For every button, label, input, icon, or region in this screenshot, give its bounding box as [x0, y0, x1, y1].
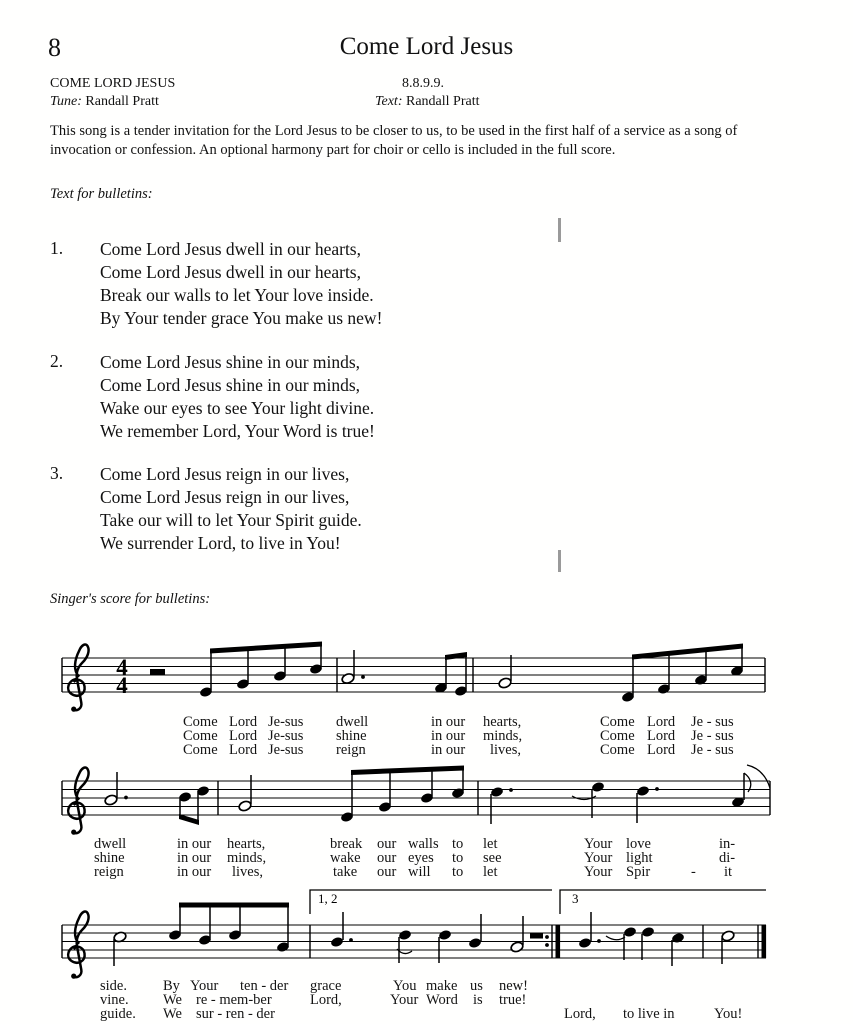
lyric: Your [390, 992, 419, 1008]
lyric: shine [336, 728, 367, 744]
lyric: sur - ren - der [196, 1006, 275, 1022]
lyric: dwell [94, 836, 127, 852]
lyric: Word [426, 992, 458, 1008]
time-signature-bottom: 4 [116, 673, 128, 698]
lyric: Come [183, 742, 218, 758]
lyric: Lord [647, 742, 676, 758]
text-credit [375, 94, 479, 110]
tie [606, 936, 625, 940]
lyric: Come [600, 714, 635, 730]
verse-line: Come Lord Jesus dwell in our hearts, [100, 239, 361, 259]
lyric: vine. [100, 992, 129, 1008]
verse-line: Come Lord Jesus shine in our minds, [100, 375, 361, 395]
verse-lines [100, 463, 362, 555]
lyric: see [483, 850, 502, 866]
lyric: You! [714, 1006, 743, 1022]
verse-line: Come Lord Jesus reign in our lives, [100, 464, 350, 484]
tune-composer: Randall Pratt [85, 94, 159, 109]
lyric: make [426, 978, 458, 994]
notes-system-2 [104, 765, 770, 825]
verse-line: We remember Lord, Your Word is true! [100, 421, 375, 441]
tune-name: COME LORD JESUS [50, 76, 176, 91]
lyric: in our [177, 850, 212, 866]
lyric: take [333, 864, 358, 880]
volta-1-label: 1, 2 [318, 891, 338, 906]
lyric: let [483, 836, 498, 852]
lyric: ten - der [240, 978, 289, 994]
verse-lines [100, 351, 375, 443]
half-rest [530, 934, 543, 939]
page-title: Come Lord Jesus [339, 33, 514, 60]
lyric: in our [431, 728, 466, 744]
lyric: side. [100, 978, 127, 994]
lyric: We [163, 992, 182, 1008]
verse-number: 1. [50, 238, 64, 258]
lyric: Lord, [564, 1006, 596, 1022]
lyric: - [691, 864, 696, 880]
verse-line: We surrender Lord, to live in You! [100, 533, 341, 553]
treble-clef-icon [68, 644, 88, 711]
lyric: wake [330, 850, 361, 866]
verse-line: Take our will to let Your Spirit guide. [100, 510, 362, 530]
lyric: is [473, 992, 483, 1008]
verse-line: Break our walls to let Your love inside. [100, 285, 374, 305]
lyric: love [626, 836, 651, 852]
text-author: Randall Pratt [405, 94, 480, 109]
lyric: Lord [229, 742, 258, 758]
verse-number: 3. [50, 463, 64, 483]
lyric: will [408, 864, 431, 880]
lyric: to live in [623, 1006, 675, 1022]
hymn-number: 8 [48, 33, 61, 62]
music-system-2 [50, 756, 780, 836]
lyric: Lord [229, 728, 258, 744]
time-signature-top: 4 [116, 655, 128, 680]
lyric: reign [94, 864, 124, 880]
lyric: lives, [490, 742, 522, 758]
staff-lines [62, 925, 766, 958]
lyric: reign [336, 742, 366, 758]
lyric: Your [584, 850, 613, 866]
lyric: minds, [483, 728, 523, 744]
singer-score-label: Singer's score for bulletins: [50, 591, 211, 607]
lyric: break [330, 836, 363, 852]
repeat-thick-bar [556, 925, 561, 958]
lyric: to [452, 850, 464, 866]
lyric: walls [408, 836, 439, 852]
lyric: Come [600, 728, 635, 744]
volta-1-bracket [310, 890, 552, 914]
lyric: di- [719, 850, 736, 866]
tune-label: Tune: [50, 94, 82, 109]
lyric: let [483, 864, 498, 880]
lyric: Your [584, 836, 613, 852]
bulletin-text-label: Text for bulletins: [50, 186, 153, 202]
music-system-3 [50, 884, 780, 979]
lyric: Lord [229, 714, 258, 730]
text-label: Text: [375, 94, 403, 109]
lyric: We [163, 1006, 182, 1022]
scan-mark [558, 550, 561, 572]
description: This song is a tender invitation for the Lord Jesus to be closer to us, to be used in the first half of a service as a song of invocation or confession. An optional harmony part for choir or cello is included in the full score. [50, 123, 738, 158]
lyric: eyes [408, 850, 434, 866]
lyric: hearts, [483, 714, 522, 730]
lyric: our [377, 836, 397, 852]
treble-clef-icon [68, 911, 88, 978]
lyric: Je-sus [268, 728, 304, 744]
time-signature [116, 655, 128, 698]
lyric: grace [310, 978, 342, 994]
lyric: true! [499, 992, 527, 1008]
lyric: Spir [626, 864, 651, 880]
lyric: Lord [647, 714, 676, 730]
lyric: light [626, 850, 653, 866]
lyric: new! [499, 978, 528, 994]
lyric: in our [177, 836, 212, 852]
volta-brackets [310, 890, 766, 914]
lyric: Je - sus [691, 728, 734, 744]
lyric: to [452, 864, 464, 880]
lyric: Je - sus [691, 742, 734, 758]
lyric: re - mem-ber [196, 992, 272, 1008]
meter: 8.8.9.9. [402, 76, 444, 91]
music-system-1 [50, 630, 780, 725]
lyric: shine [94, 850, 125, 866]
lyric: Lord, [310, 992, 342, 1008]
lyric: lives, [232, 864, 264, 880]
lyric: to [452, 836, 464, 852]
lyric: You [393, 978, 417, 994]
lyric: Come [183, 714, 218, 730]
verse-line: Come Lord Jesus reign in our lives, [100, 487, 350, 507]
lyric: guide. [100, 1006, 136, 1022]
tune-credit [50, 94, 159, 110]
volta-2-bracket [560, 890, 766, 914]
lyric: it [724, 864, 733, 880]
verse-lines [100, 238, 382, 330]
lyric: Je - sus [691, 714, 734, 730]
verse-line: By Your tender grace You make us new! [100, 308, 383, 328]
lyric: our [377, 864, 397, 880]
verse-line: Wake our eyes to see Your light divine. [100, 398, 375, 418]
repeat-dot [545, 943, 549, 947]
verse-number: 2. [50, 351, 64, 371]
lyric: dwell [336, 714, 369, 730]
lyric: Je-sus [268, 714, 304, 730]
staff-lines [62, 781, 770, 815]
lyric: in- [719, 836, 736, 852]
lyric: in our [431, 742, 466, 758]
half-rest [150, 669, 165, 675]
lyric: Come [600, 742, 635, 758]
treble-clef-icon [68, 767, 88, 834]
lyric: Your [584, 864, 613, 880]
lyric: Lord [647, 728, 676, 744]
notes-system-3 [113, 903, 766, 967]
lyric: Come [183, 728, 218, 744]
lyric: Je-sus [268, 742, 304, 758]
volta-2-label: 3 [572, 891, 579, 906]
lyric: minds, [227, 850, 267, 866]
lyric: in our [177, 864, 212, 880]
lyric: By [163, 978, 180, 994]
notes-system-1 [150, 642, 765, 704]
final-thick-bar [762, 925, 767, 958]
lyric: hearts, [227, 836, 266, 852]
lyric: Your [190, 978, 219, 994]
repeat-dot [545, 935, 549, 939]
lyric: us [470, 978, 483, 994]
verse-line: Come Lord Jesus shine in our minds, [100, 352, 361, 372]
lyric: in our [431, 714, 466, 730]
scan-mark [558, 218, 561, 242]
lyric: our [377, 850, 397, 866]
verse-line: Come Lord Jesus dwell in our hearts, [100, 262, 361, 282]
